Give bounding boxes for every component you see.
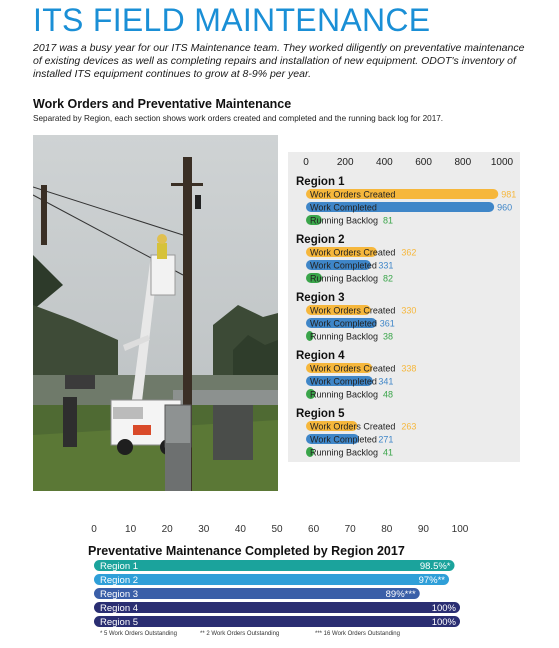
- intro-paragraph: 2017 was a busy year for our ITS Maintenance team. They worked diligently on preventative maintenance of existing devices as well as completing repairs and installation of new equipment. ODOT's inventory of installed ITS equipment continues to grow at 8-9% per year.: [33, 42, 525, 80]
- x-tick-label: 0: [303, 157, 309, 168]
- series-label: Work Completed: [310, 434, 377, 445]
- section-subtitle: Separated by Region, each section shows work orders created and completed and the running back log for 2017.: [33, 114, 444, 123]
- x-tick-label: 20: [161, 524, 173, 535]
- value-label: 81: [383, 215, 394, 226]
- series-label: Work Completed: [310, 260, 377, 271]
- section-title: Work Orders and Preventative Maintenance: [33, 97, 292, 111]
- series-label: Work Orders Created: [310, 363, 396, 374]
- series-label: Work Completed: [310, 376, 377, 387]
- region-label: Region 4: [296, 350, 345, 362]
- value-label: 960: [497, 202, 513, 213]
- series-label: Work Orders Created: [310, 189, 396, 200]
- x-tick-label: 0: [91, 524, 97, 535]
- value-label: 338: [401, 363, 417, 374]
- chart-title: Preventative Maintenance Completed by Region 2017: [88, 544, 405, 558]
- series-label: Work Completed: [310, 318, 377, 329]
- pm-category-label: Region 1: [100, 561, 139, 572]
- value-label: 82: [383, 273, 394, 284]
- footnote: * 5 Work Orders Outstanding: [100, 631, 177, 637]
- x-tick-label: 60: [308, 524, 320, 535]
- pm-bar: [94, 616, 460, 627]
- value-label: 330: [401, 305, 417, 316]
- pm-value-label: 89%***: [385, 589, 416, 600]
- pm-value-label: 100%: [431, 603, 456, 614]
- value-label: 361: [379, 318, 395, 329]
- x-tick-label: 40: [234, 524, 246, 535]
- value-label: 38: [383, 331, 394, 342]
- pm-category-label: Region 2: [100, 575, 139, 586]
- x-tick-label: 10: [125, 524, 137, 535]
- value-label: 271: [378, 434, 394, 445]
- pm-bar: [94, 560, 455, 571]
- value-label: 41: [383, 447, 394, 458]
- footnote: *** 16 Work Orders Outstanding: [315, 631, 400, 637]
- value-label: 362: [401, 247, 417, 258]
- value-label: 981: [501, 189, 517, 200]
- pm-bar: [94, 602, 460, 613]
- pm-category-label: Region 3: [100, 589, 139, 600]
- series-label: Running Backlog: [310, 389, 379, 400]
- region-label: Region 2: [296, 234, 345, 246]
- pm-category-label: Region 4: [100, 603, 139, 614]
- x-tick-label: 400: [376, 157, 393, 168]
- work-orders-chart: [288, 152, 520, 462]
- region-label: Region 1: [296, 176, 345, 188]
- series-label: Work Completed: [310, 202, 377, 213]
- value-label: 263: [401, 421, 417, 432]
- page-title: ITS FIELD MAINTENANCE: [33, 2, 431, 38]
- pm-bar: [94, 574, 449, 585]
- x-tick-label: 800: [454, 157, 472, 168]
- pm-value-label: 97%**: [418, 575, 446, 586]
- pm-category-label: Region 5: [100, 617, 139, 628]
- x-tick-label: 90: [417, 524, 429, 535]
- bucket-truck-photo: [33, 135, 278, 491]
- x-tick-label: 200: [336, 157, 354, 168]
- pm-value-label: 100%: [431, 617, 456, 628]
- x-tick-label: 50: [271, 524, 283, 535]
- x-tick-label: 30: [198, 524, 210, 535]
- value-label: 331: [378, 260, 394, 271]
- series-label: Running Backlog: [310, 331, 379, 342]
- x-tick-label: 1000: [490, 157, 514, 168]
- x-tick-label: 80: [381, 524, 393, 535]
- preventative-maintenance-chart: [60, 520, 480, 645]
- region-label: Region 3: [296, 292, 345, 304]
- value-label: 341: [378, 376, 394, 387]
- series-label: Work Orders Created: [310, 305, 396, 316]
- series-label: Running Backlog: [310, 447, 379, 458]
- x-tick-label: 70: [344, 524, 356, 535]
- x-tick-label: 600: [415, 157, 432, 168]
- region-label: Region 5: [296, 408, 345, 420]
- series-label: Running Backlog: [310, 273, 379, 284]
- series-label: Work Orders Created: [310, 247, 396, 258]
- series-label: Running Backlog: [310, 215, 379, 226]
- pm-bar: [94, 588, 420, 599]
- pm-value-label: 98.5%*: [419, 561, 451, 572]
- series-label: Work Orders Created: [310, 421, 396, 432]
- footnote: ** 2 Work Orders Outstanding: [200, 631, 280, 637]
- value-label: 48: [383, 389, 394, 400]
- x-tick-label: 100: [451, 524, 469, 535]
